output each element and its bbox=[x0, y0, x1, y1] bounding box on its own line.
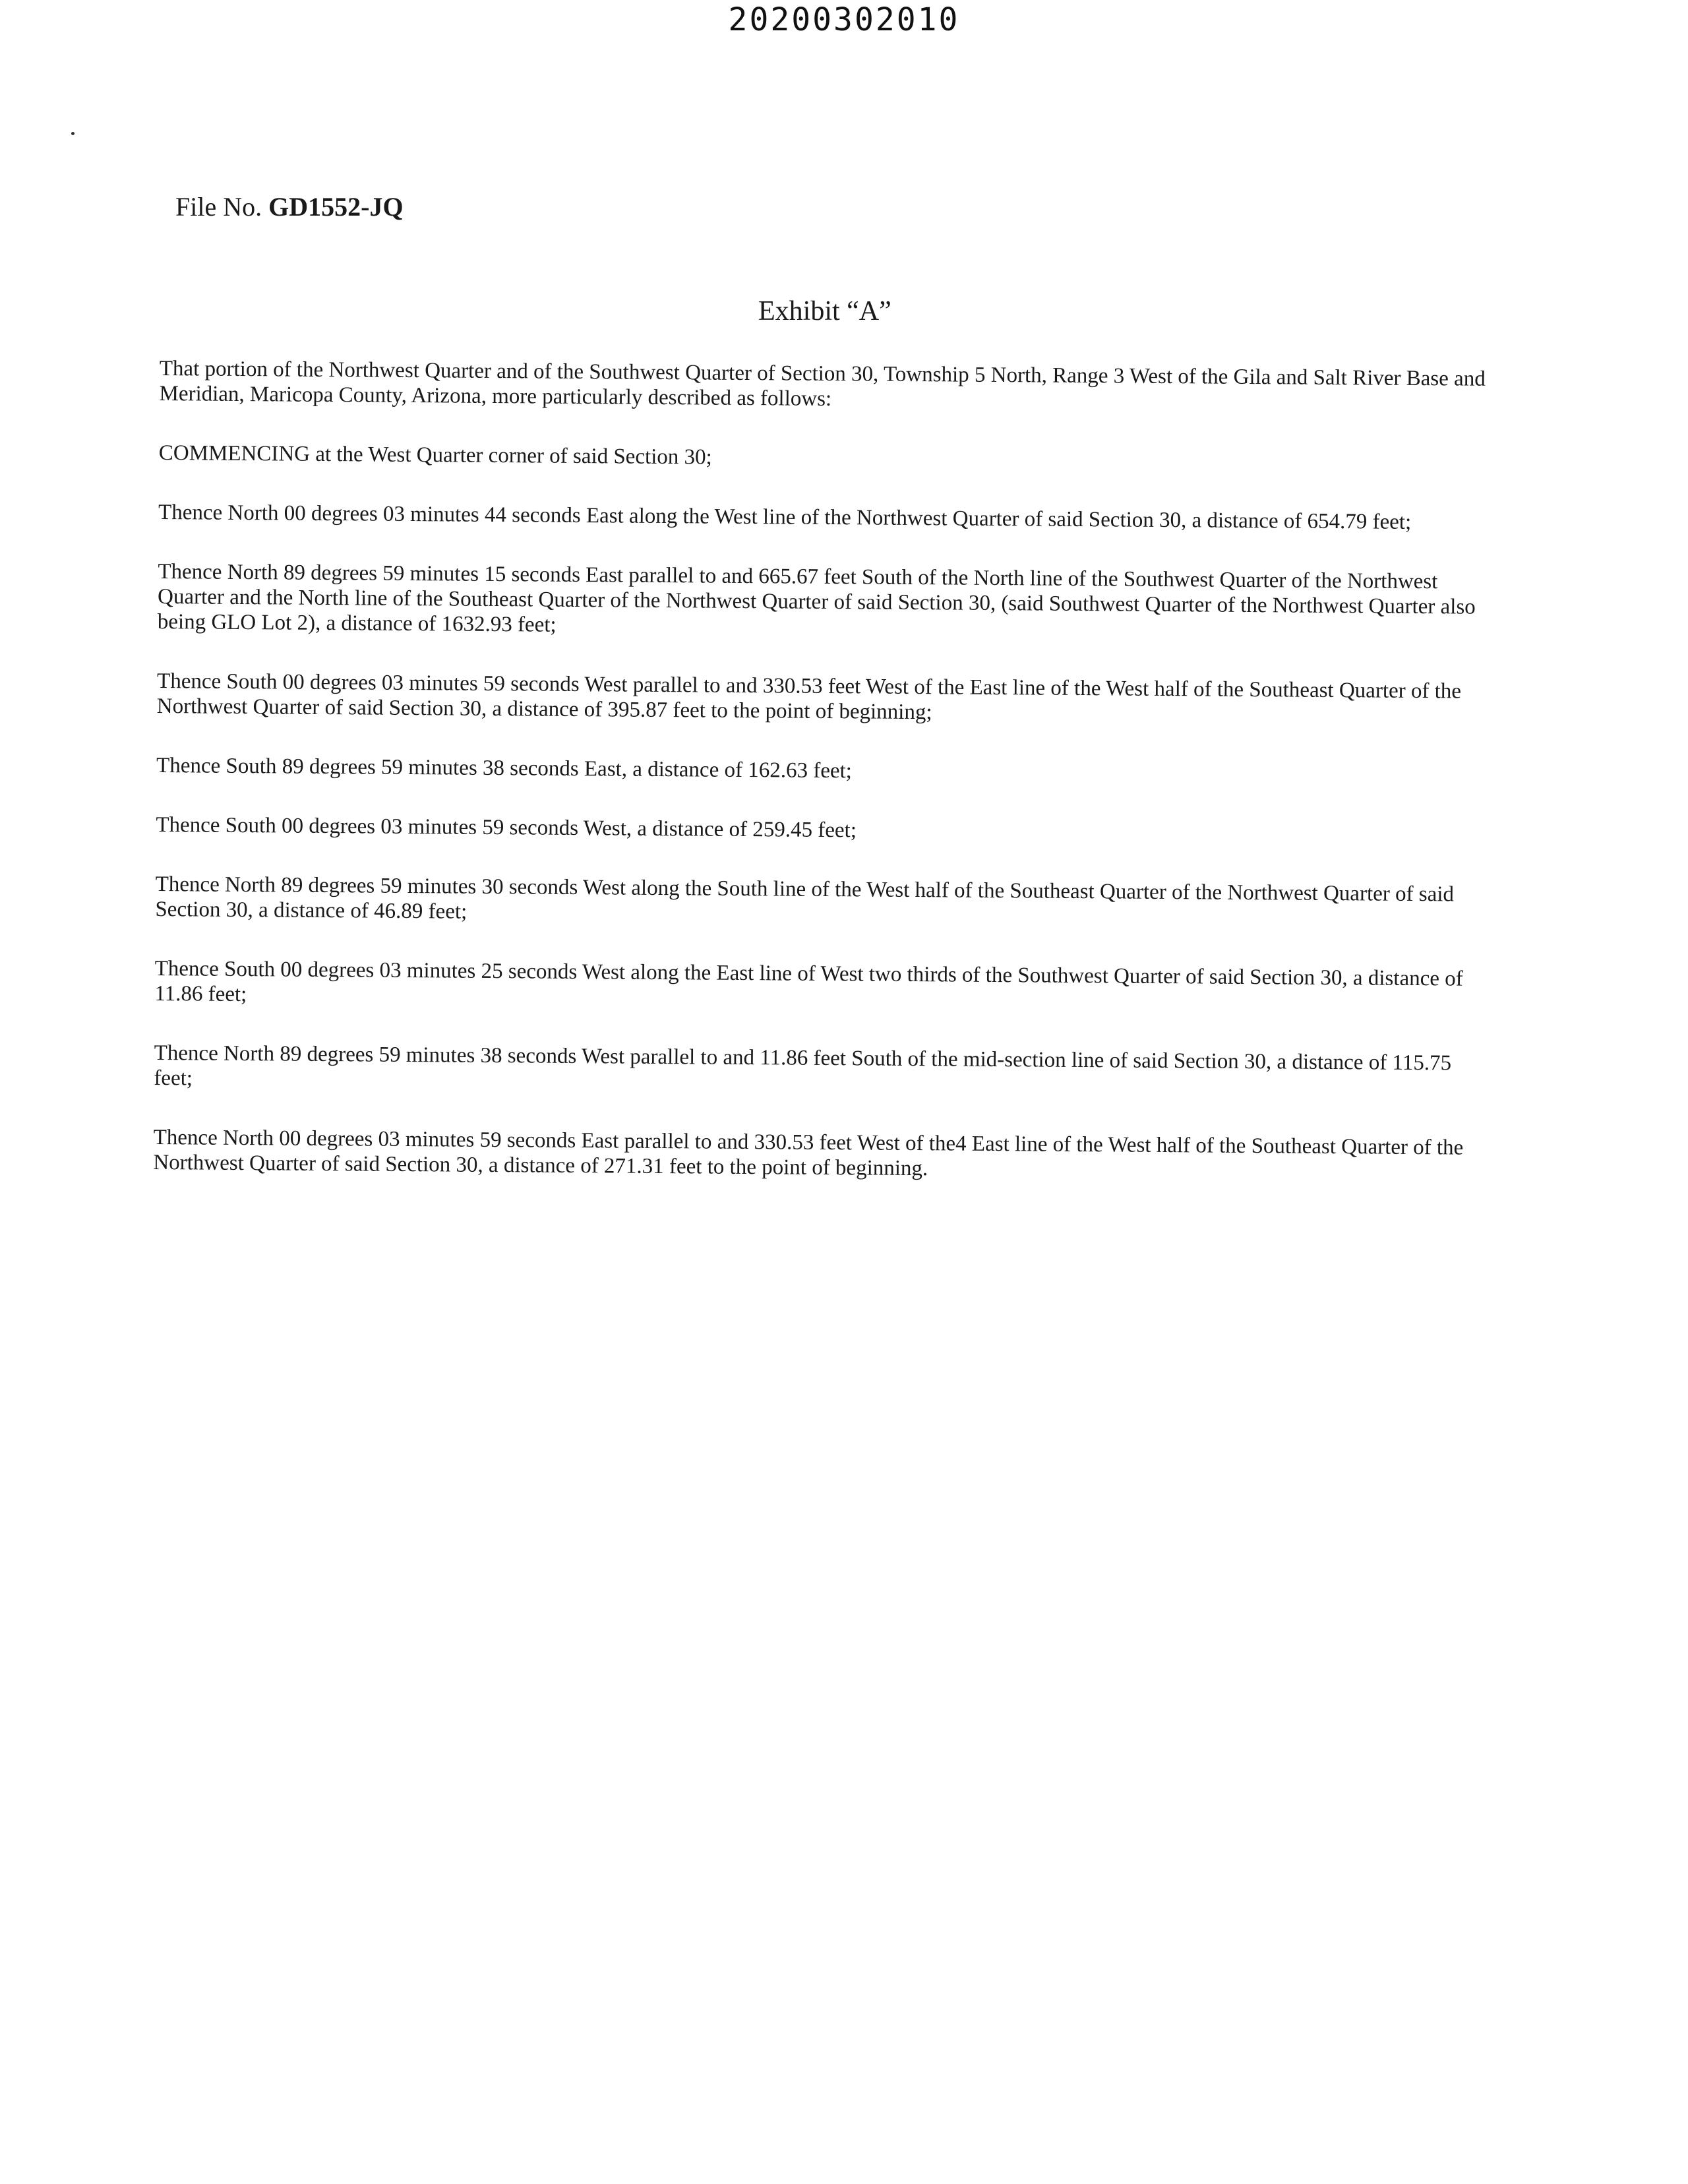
file-number-line bbox=[175, 191, 404, 222]
paragraph-commencing: COMMENCING at the West Quarter corner of said Section 30; bbox=[158, 440, 712, 470]
exhibit-title: Exhibit “A” bbox=[758, 296, 891, 326]
paragraph-intro: That portion of the Northwest Quarter and of the Southwest Quarter of Section 30, Township 5 North, Range 3 West of the Gila and Salt River Base and Meridian, Maricopa County, Arizona, more particularly described as follows: bbox=[159, 356, 1486, 411]
paragraph-course: Thence North 00 degrees 03 minutes 59 seconds East parallel to and 330.53 feet West of the4 East line of the West half of the Southeast Quarter of the Northwest Quarter of said Section 30, a distance of 271.31 feet to the point of beginning. bbox=[153, 1125, 1464, 1181]
paragraph-course: Thence North 89 degrees 59 minutes 30 seconds West along the South line of the West half of the Southeast Quarter of the Northwest Quarter of said Section 30, a distance of 46.89 feet; bbox=[155, 872, 1455, 924]
file-number-value: GD1552-JQ bbox=[268, 192, 404, 222]
paragraph-course: Thence South 00 degrees 03 minutes 25 seconds West along the East line of West two thirds of the Southwest Quarter of said Section 30, a distance of 11.86 feet; bbox=[154, 956, 1463, 1007]
scan-speck bbox=[71, 132, 75, 135]
paragraph-course: Thence South 00 degrees 03 minutes 59 seconds West parallel to and 330.53 feet West of the East line of the West half of the Southeast Quarter of the Northwest Quarter of said Section 30, a distance of 395.87 feet to the point of beginning; bbox=[156, 669, 1462, 725]
paragraph-course: Thence North 89 degrees 59 minutes 15 seconds East parallel to and 665.67 feet South of the North line of the Southwest Quarter of the Northwest Quarter and the North line of the Southeast Quarter of the Northwest Quarter of said Section 30, (said Southwest Quarter of the Northwest Quarter also being GLO Lot 2), a distance of 1632.93 feet; bbox=[157, 559, 1476, 637]
paragraph-course: Thence South 89 degrees 59 minutes 38 seconds East, a distance of 162.63 feet; bbox=[156, 753, 853, 783]
file-number-label: File No. bbox=[175, 192, 262, 222]
paragraph-course: Thence South 00 degrees 03 minutes 59 seconds West, a distance of 259.45 feet; bbox=[156, 812, 857, 843]
recording-number: 20200302010 bbox=[728, 1, 960, 38]
paragraph-course: Thence North 00 degrees 03 minutes 44 seconds East along the West line of the Northwest Quarter of said Section 30, a distance of 654.79 feet; bbox=[158, 500, 1412, 534]
legal-description bbox=[153, 356, 1492, 1220]
paragraph-course: Thence North 89 degrees 59 minutes 38 seconds West parallel to and 11.86 feet South of the mid-section line of said Section 30, a distance of 115.75 feet; bbox=[154, 1041, 1452, 1091]
